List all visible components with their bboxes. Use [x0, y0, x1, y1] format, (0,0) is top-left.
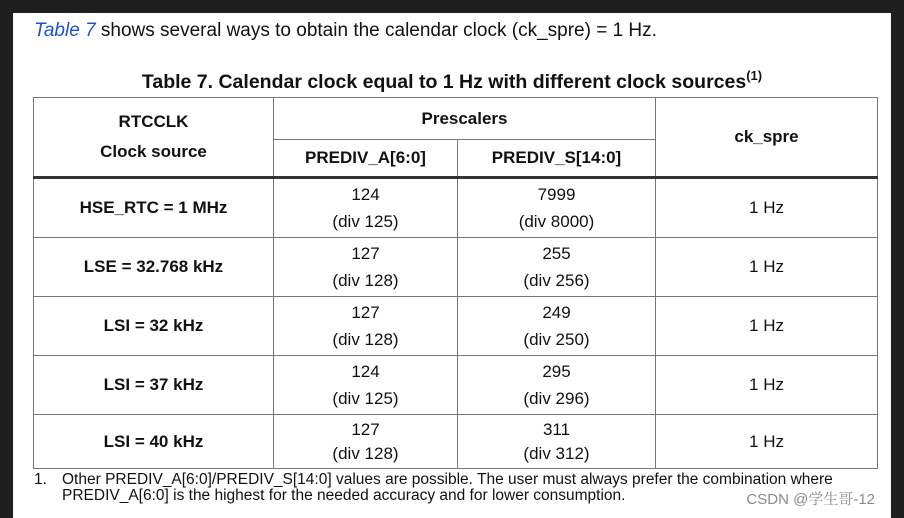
prediv-s-value: 7999 [537, 185, 576, 204]
prediv-a-cell [274, 356, 458, 415]
footnote-marker: (1) [746, 68, 763, 83]
header-rtcclk-line1: RTCCLK [118, 112, 189, 131]
prediv-s-divisor: (div 296) [523, 389, 590, 408]
footnote-number: 1. [34, 471, 47, 488]
prediv-a-divisor: (div 128) [332, 443, 399, 463]
prediv-s-divisor: (div 250) [523, 330, 590, 349]
prediv-s-divisor: (div 312) [523, 443, 590, 463]
prediv-a-value: 124 [351, 185, 380, 204]
header-prescalers: Prescalers [274, 98, 656, 140]
table-row [34, 297, 878, 356]
ck-spre-cell: 1 Hz [656, 356, 878, 415]
intro-text: shows several ways to obtain the calendar clock (ck_spre) = 1 Hz. [95, 20, 657, 41]
prediv-s-value: 255 [542, 244, 571, 263]
prediv-a-divisor: (div 128) [332, 330, 399, 349]
header-ck-spre: ck_spre [656, 98, 878, 178]
prediv-a-divisor: (div 128) [332, 271, 399, 290]
header-rtcclk-line2: Clock source [100, 142, 207, 161]
prediv-a-value: 127 [351, 419, 380, 439]
table-row [34, 178, 878, 238]
clock-source-cell: HSE_RTC = 1 MHz [34, 178, 274, 238]
header-prediv-s: PREDIV_S[14:0] [458, 140, 656, 178]
rtc-clock-table [33, 97, 878, 469]
prediv-a-cell [274, 297, 458, 356]
prediv-a-value: 124 [351, 362, 380, 381]
header-prediv-a: PREDIV_A[6:0] [274, 140, 458, 178]
prediv-a-value: 127 [351, 303, 380, 322]
header-rtcclk [34, 98, 274, 178]
prediv-s-divisor: (div 8000) [518, 212, 595, 231]
ck-spre-cell: 1 Hz [656, 297, 878, 356]
table-row [34, 238, 878, 297]
prediv-s-cell [458, 356, 656, 415]
clock-source-cell: LSI = 37 kHz [34, 356, 274, 415]
table-row [34, 415, 878, 469]
document-page [13, 13, 891, 518]
ck-spre-cell: 1 Hz [656, 238, 878, 297]
prediv-s-cell [458, 238, 656, 297]
prediv-s-cell [458, 297, 656, 356]
prediv-s-value: 295 [542, 362, 571, 381]
prediv-s-value: 249 [542, 303, 571, 322]
prediv-s-divisor: (div 256) [523, 271, 590, 290]
table-caption-title: Table 7. Calendar clock equal to 1 Hz with different clock sources [141, 71, 747, 93]
table-row [34, 356, 878, 415]
prediv-s-value: 311 [542, 419, 571, 439]
prediv-a-divisor: (div 125) [332, 212, 399, 231]
ck-spre-cell: 1 Hz [656, 415, 878, 469]
clock-source-cell: LSI = 40 kHz [34, 415, 274, 469]
csdn-watermark: CSDN @学生哥-12 [746, 488, 875, 509]
prediv-a-cell [274, 238, 458, 297]
table-reference-link[interactable]: Table 7 [34, 20, 96, 41]
clock-source-cell: LSI = 32 kHz [34, 297, 274, 356]
clock-source-cell: LSE = 32.768 kHz [34, 238, 274, 297]
ck-spre-cell: 1 Hz [656, 178, 878, 238]
prediv-a-divisor: (div 125) [332, 389, 399, 408]
table-caption [13, 68, 891, 94]
intro-paragraph [34, 20, 657, 42]
prediv-a-cell [274, 415, 458, 469]
prediv-s-cell [458, 178, 656, 238]
prediv-a-value: 127 [351, 244, 380, 263]
header-row [34, 98, 878, 140]
prediv-a-cell [274, 178, 458, 238]
prediv-s-cell [458, 415, 656, 469]
footnote-text: Other PREDIV_A[6:0]/PREDIV_S[14:0] values are possible. The user must always prefer the combination where PREDIV_A[6:0] is the highest for the needed accuracy and for lower consumption. [62, 471, 833, 504]
